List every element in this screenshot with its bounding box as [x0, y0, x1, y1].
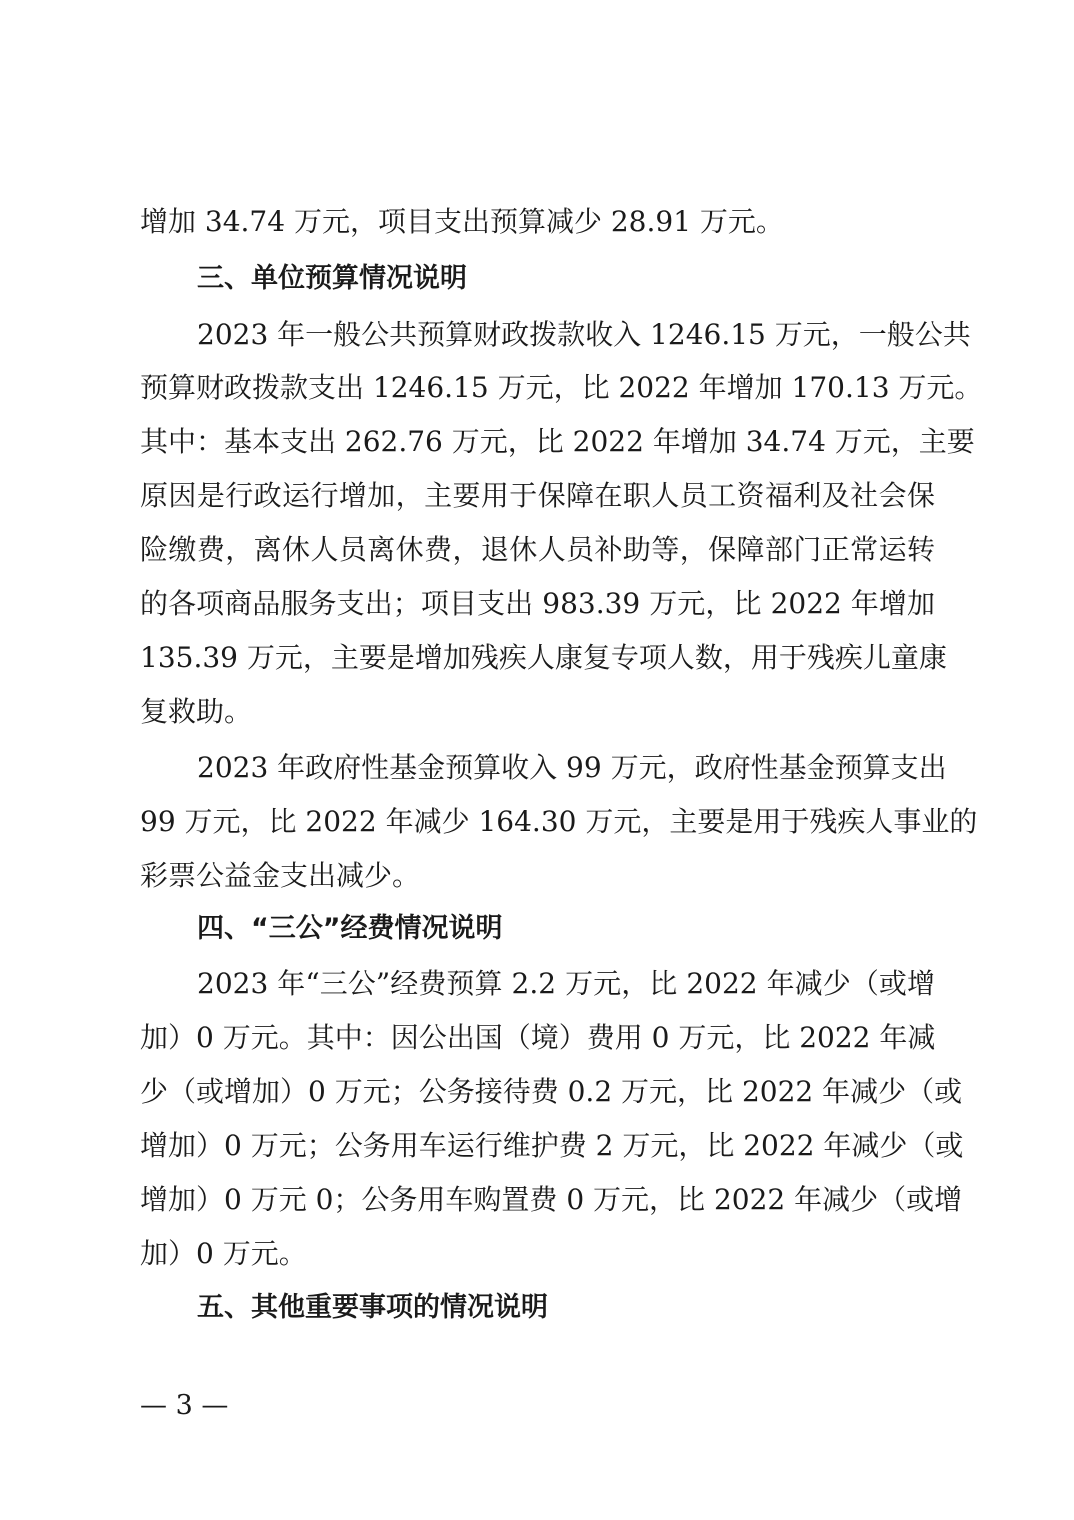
page-number: — 3 —: [140, 1390, 229, 1421]
paragraph-line: 复救助。: [140, 695, 253, 728]
paragraph-line: 彩票公益金支出减少。: [140, 859, 421, 892]
section-heading-three-public-expenses: 四、“三公”经费情况说明: [197, 913, 503, 944]
paragraph-line: 2023 年“三公”经费预算 2.2 万元，比 2022 年减少（或增: [197, 967, 935, 1000]
paragraph-line: 99 万元，比 2022 年减少 164.30 万元，主要是用于残疾人事业的: [140, 805, 978, 838]
section-heading-other-matters: 五、其他重要事项的情况说明: [197, 1292, 548, 1323]
section-heading-unit-budget: 三、单位预算情况说明: [197, 263, 467, 294]
paragraph-line: 少（或增加）0 万元；公务接待费 0.2 万元，比 2022 年减少（或: [140, 1075, 963, 1108]
paragraph-line: 预算财政拨款支出 1246.15 万元，比 2022 年增加 170.13 万元。: [140, 371, 983, 404]
paragraph-line: 2023 年政府性基金预算收入 99 万元，政府性基金预算支出: [197, 751, 947, 784]
paragraph-line: 增加）0 万元 0；公务用车购置费 0 万元，比 2022 年减少（或增: [140, 1183, 963, 1216]
paragraph-line: 2023 年一般公共预算财政拨款收入 1246.15 万元，一般公共: [197, 318, 971, 351]
paragraph-line: 加）0 万元。其中：因公出国（境）费用 0 万元，比 2022 年减: [140, 1021, 936, 1054]
paragraph-line: 其中：基本支出 262.76 万元，比 2022 年增加 34.74 万元，主要: [140, 425, 975, 458]
paragraph-line: 加）0 万元。: [140, 1237, 307, 1270]
paragraph-line: 原因是行政运行增加，主要用于保障在职人员工资福利及社会保: [140, 479, 935, 512]
paragraph-line: 险缴费，离休人员离休费，退休人员补助等，保障部门正常运转: [140, 533, 935, 566]
paragraph-line: 增加 34.74 万元，项目支出预算减少 28.91 万元。: [140, 205, 784, 238]
paragraph-line: 增加）0 万元；公务用车运行维护费 2 万元，比 2022 年减少（或: [140, 1129, 964, 1162]
paragraph-line: 的各项商品服务支出；项目支出 983.39 万元，比 2022 年增加: [140, 587, 935, 620]
paragraph-line: 135.39 万元，主要是增加残疾人康复专项人数，用于残疾儿童康: [140, 641, 947, 674]
